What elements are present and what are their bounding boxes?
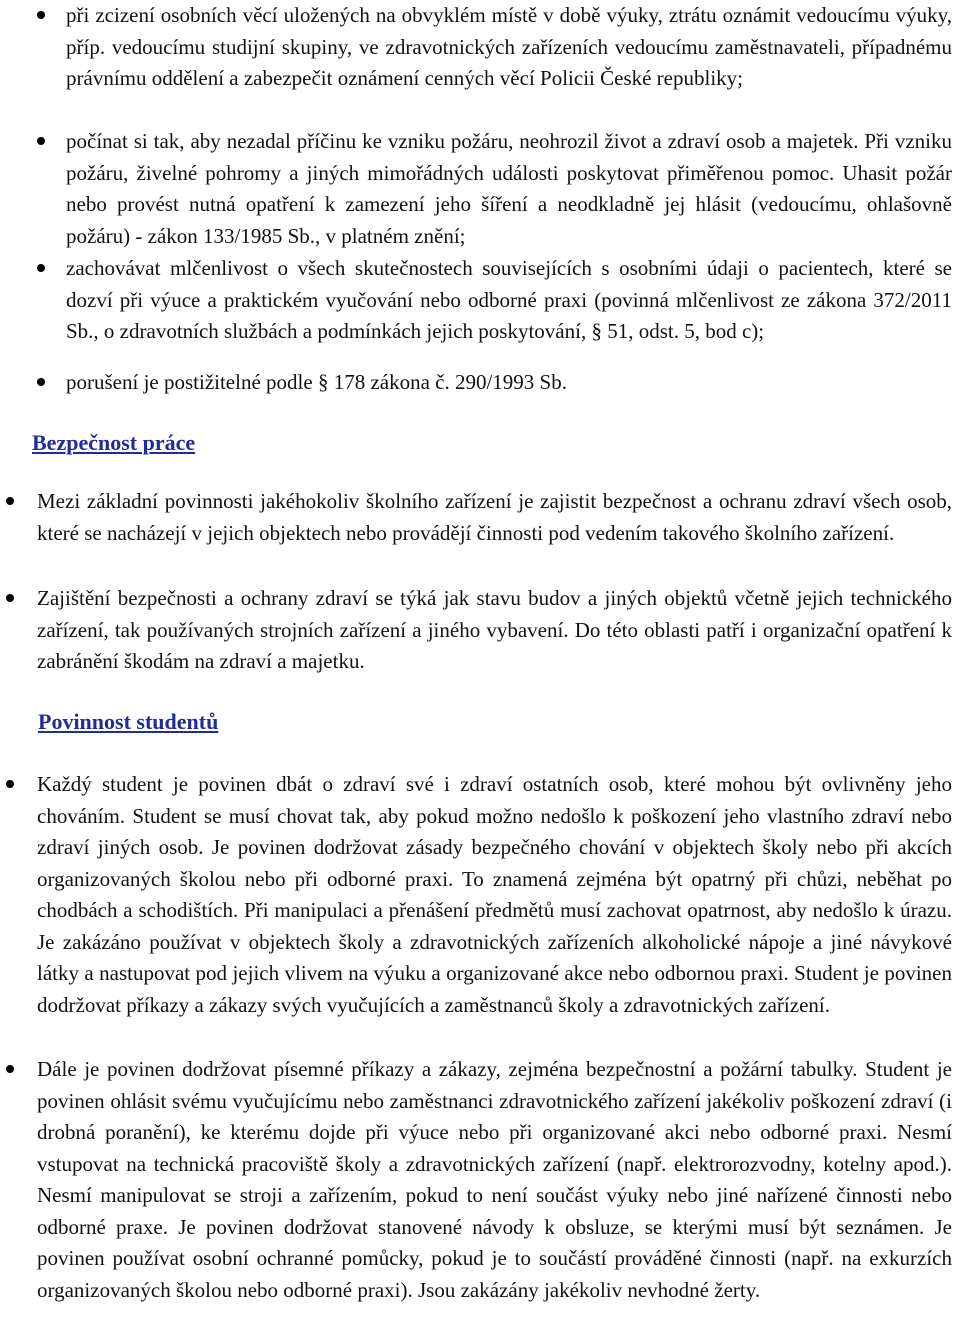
list-item (0, 486, 960, 549)
list-item-text: Mezi základní povinnosti jakéhokoliv školního zařízení je zajistit bezpečnost a ochranu zdraví všech osob, které se nacházejí v jejich objektech nebo provádějí činnosti pod vedením takového školního zařízení. (37, 489, 952, 545)
bullet-icon (37, 11, 45, 19)
bullet-icon (37, 378, 45, 386)
list-item-text: počínat si tak, aby nezadal příčinu ke vzniku požáru, neohrozil život a zdraví osob a majetek. Při vzniku požáru, živelné pohromy a jiných mimořádných události poskytovat přiměřenou pomoc. Uhasit požár nebo provést nutná opatření k zamezení jeho šíření a neodkladně jej hlásit (vedoucímu, ohlašovně požáru) - zákon 133/1985 Sb., v platném znění; (66, 129, 952, 248)
bullet-icon (6, 1065, 14, 1073)
list-item-text: Zajištění bezpečnosti a ochrany zdraví se týká jak stavu budov a jiných objektů včetně jejich technického zařízení, tak používaných strojních zařízení a jiného vybavení. Do této oblasti patří i organizační opatření k zabránění škodám na zdraví a majetku. (37, 586, 952, 673)
list-item (0, 1054, 960, 1306)
section-heading-povinnost-studentu: Povinnost studentů (38, 709, 219, 734)
bullet-icon (6, 594, 14, 602)
bullet-icon (37, 137, 45, 145)
list-item (0, 126, 960, 252)
bullet-icon (6, 780, 14, 788)
section-heading-bezpecnost-prace: Bezpečnost práce (32, 430, 196, 455)
list-item-text: při zcizení osobních věcí uložených na obvyklém místě v době výuky, ztrátu oznámit vedoucímu výuky, příp. vedoucímu studijní skupiny, ve zdravotnických zařízeních vedoucímu zaměstnavateli, případnému právnímu oddělení a zabezpečit oznámení cenných věcí Policii České republiky; (66, 3, 952, 90)
list-item (0, 253, 960, 348)
list-item (0, 367, 960, 399)
list-item (0, 769, 960, 1021)
list-item-text: Dále je povinen dodržovat písemné příkazy a zákazy, zejména bezpečnostní a požární tabulky. Student je povinen ohlásit svému vyučujícímu nebo zaměstnanci zdravotnického zařízení jakékoliv poškození zdraví (i drobná poranění), ke kterému dojde při výuce nebo při organizované akci nebo odborné praxi. Nesmí vstupovat na technická pracoviště školy a zdravotnických zařízení (např. elektrorozvodny, kotelny apod.). Nesmí manipulovat se stroji a zařízením, pokud to není součást výuky nebo jiné nařízené činnosti nebo odborné praxe. Je povinen dodržovat stanovené návody k obsluze, se kterými musí být seznámen. Je povinen používat osobní ochranné pomůcky, pokud je to součástí prováděné činnosti (např. na exkurzích organizovaných školou nebo odborné praxi). Jsou zakázány jakékoliv nevhodné žerty. (37, 1057, 952, 1302)
list-item-text: zachovávat mlčenlivost o všech skutečnostech souvisejících s osobními údaji o pacientech, které se dozví při výuce a praktickém vyučování nebo odborné praxi (povinná mlčenlivost ze zákona 372/2011 Sb., o zdravotních službách a podmínkách jejich poskytování, § 51, odst. 5, bod c); (66, 256, 952, 343)
list-item-text: Každý student je povinen dbát o zdraví své i zdraví ostatních osob, které mohou být ovlivněny jeho chováním. Student se musí chovat tak, aby pokud možno nedošlo k poškození jeho vlastního zdraví nebo zdraví jiných osob. Je povinen dodržovat zásady bezpečného chování v objektech školy nebo při akcích organizovaných školou nebo při odborné praxi. To znamená zejména být opatrný při chůzi, neběhat po chodbách a schodištích. Při manipulaci a přenášení předmětů musí zachovat opatrnost, aby nedošlo k úrazu. Je zakázáno používat v objektech školy a zdravotnických zařízeních alkoholické nápoje a jiné návykové látky a nastupovat pod jejich vlivem na výuku a organizované akce nebo odbornou praxi. Student je povinen dodržovat příkazy a zákazy svých vyučujících a zaměstnanců školy a zdravotnických zařízení. (37, 772, 952, 1017)
bullet-icon (6, 497, 14, 505)
bullet-icon (37, 264, 45, 272)
list-item (0, 583, 960, 678)
list-item (0, 0, 960, 95)
list-item-text: porušení je postižitelné podle § 178 zákona č. 290/1993 Sb. (66, 370, 567, 394)
